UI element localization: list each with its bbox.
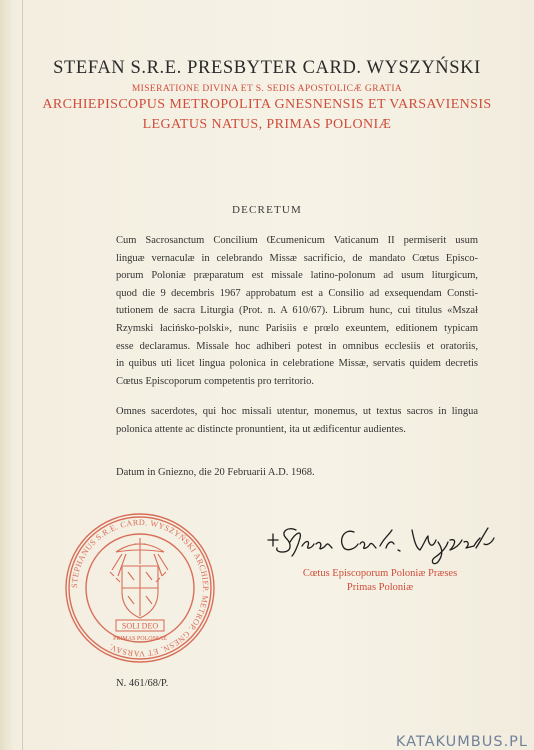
header-name: STEFAN S.R.E. PRESBYTER CARD. WYSZYŃSKI [53,58,481,78]
paragraph-line: Rzymski łacińsko-polski», nunc Parisiis e prœlo exeuntem, editionem typicam [116,322,478,334]
reference-number: N. 461/68/P. [116,678,169,689]
paragraph-line: polonica attente ac distincte pronuntient, ita ut ædificentur audientes. [116,423,406,435]
seal-ring-text: STEPHANUS S.R.E. CARD. WYSZYŃSKI ARCHIEP. METROP. GNESN. ET VARSAV. [69,517,211,659]
signature-role-2: Primas Poloniæ [346,582,414,593]
primas-seal-stamp [60,508,220,668]
seal-bottom-text: PRIMAS POLONIAE [113,636,167,642]
paragraph-line: esse declaramus. Missale hoc adhiberi potest in omnibus ecclesiis et oratoriis, [116,340,478,352]
decree-paragraph-2 [116,403,478,438]
seal-motto: SOLI DEO [121,621,159,631]
watermark-text: KATAKUMBUS.PL [395,734,528,750]
decree-heading: DECRETUM [231,204,303,216]
paragraph-line: porum Poloniæ præparatum est missale latino-polonum ad usum liturgicum, [116,270,478,282]
header-title-1: ARCHIEPISCOPUS METROPOLITA GNESNENSIS ET VARSAVIENSIS [42,97,492,112]
paragraph-line: Cum Sacrosanctum Concilium Œcumenicum Vaticanum II permiserit usum [116,235,478,246]
header-grace: MISERATIONE DIVINA ET S. SEDIS APOSTOLICÆ GRATIA [131,84,403,94]
paragraph-line: in quibus uti licet lingua polonica in celebratione Missæ, servatis quidem decretis [116,358,478,370]
paragraph-line: quod die 9 decembris 1967 approbatum est a Consilio ad exsequendam Consti- [116,287,478,299]
paragraph-line: linguæ vernaculæ in celebrando Missæ sacrificio, de mandato Cœtus Episco- [116,252,478,264]
paragraph-line: Cœtus Episcoporum competentis pro territorio. [116,375,315,387]
handwritten-signature [262,518,502,568]
header-title-2: LEGATUS NATUS, PRIMAS POLONIÆ [142,117,392,132]
paragraph-line: Omnes sacerdotes, qui hoc missali utentur, monemus, ut textus sacros in lingua [116,406,478,417]
paragraph-line: tutionem de sacra Liturgia (Prot. n. A 610/67). Librum hunc, cui titulus «Mszał [116,305,478,317]
dated-line: Datum in Gniezno, die 20 Februarii A.D. 1968. [116,467,315,478]
decree-paragraph-1 [116,232,478,390]
signature-role-1: Cœtus Episcoporum Poloniæ Præses [302,568,458,579]
